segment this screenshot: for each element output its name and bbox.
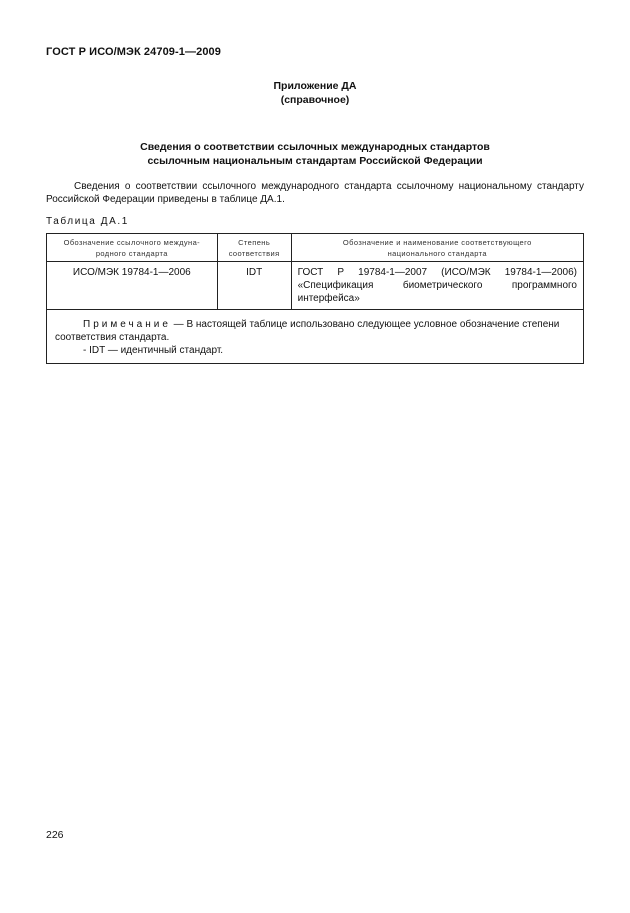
- note-paragraph: [55, 318, 575, 344]
- header-cell-intl: Обозначение ссылочного междуна- родного стандарта: [47, 234, 218, 262]
- document-header: ГОСТ Р ИСО/МЭК 24709-1—2009: [46, 46, 221, 58]
- table-note-row: [47, 310, 584, 364]
- correspondence-table: [46, 233, 584, 364]
- table-row: [47, 262, 584, 310]
- section-title-line2: ссылочным национальным стандартам Российской Федерации: [147, 155, 483, 167]
- note-item: - IDT — идентичный стандарт.: [83, 345, 224, 356]
- header-cell-national: Обозначение и наименование соответствующего национального стандарта: [291, 234, 583, 262]
- header-cell-degree: Степень соответствия: [217, 234, 291, 262]
- intro-paragraph: Сведения о соответствии ссылочного международного стандарта ссылочному национальному стандарту Российской Федерации приведены в таблице ДА.1.: [46, 181, 584, 205]
- table-header-row: [47, 234, 584, 262]
- section-title: [0, 140, 630, 168]
- cell-intl-standard: ИСО/МЭК 19784-1—2006: [47, 262, 218, 310]
- table-label: Таблица ДА.1: [46, 216, 129, 227]
- table-note: [47, 310, 584, 364]
- cell-national-standard: ГОСТ Р 19784-1—2007 (ИСО/МЭК 19784-1—2006) «Спецификация биометрического программного интерфейса»: [291, 262, 583, 310]
- annex-heading: [0, 79, 630, 107]
- annex-subtitle: (справочное): [280, 94, 350, 106]
- cell-degree: IDT: [217, 262, 291, 310]
- page-number: 226: [46, 829, 64, 841]
- note-text: — В настоящей таблице использовано следующее условное обозначение степени соответствия стандарта.: [55, 319, 560, 343]
- annex-title: Приложение ДА: [273, 80, 357, 92]
- note-label: Примечание: [83, 319, 171, 330]
- section-title-line1: Сведения о соответствии ссылочных международных стандартов: [140, 141, 490, 153]
